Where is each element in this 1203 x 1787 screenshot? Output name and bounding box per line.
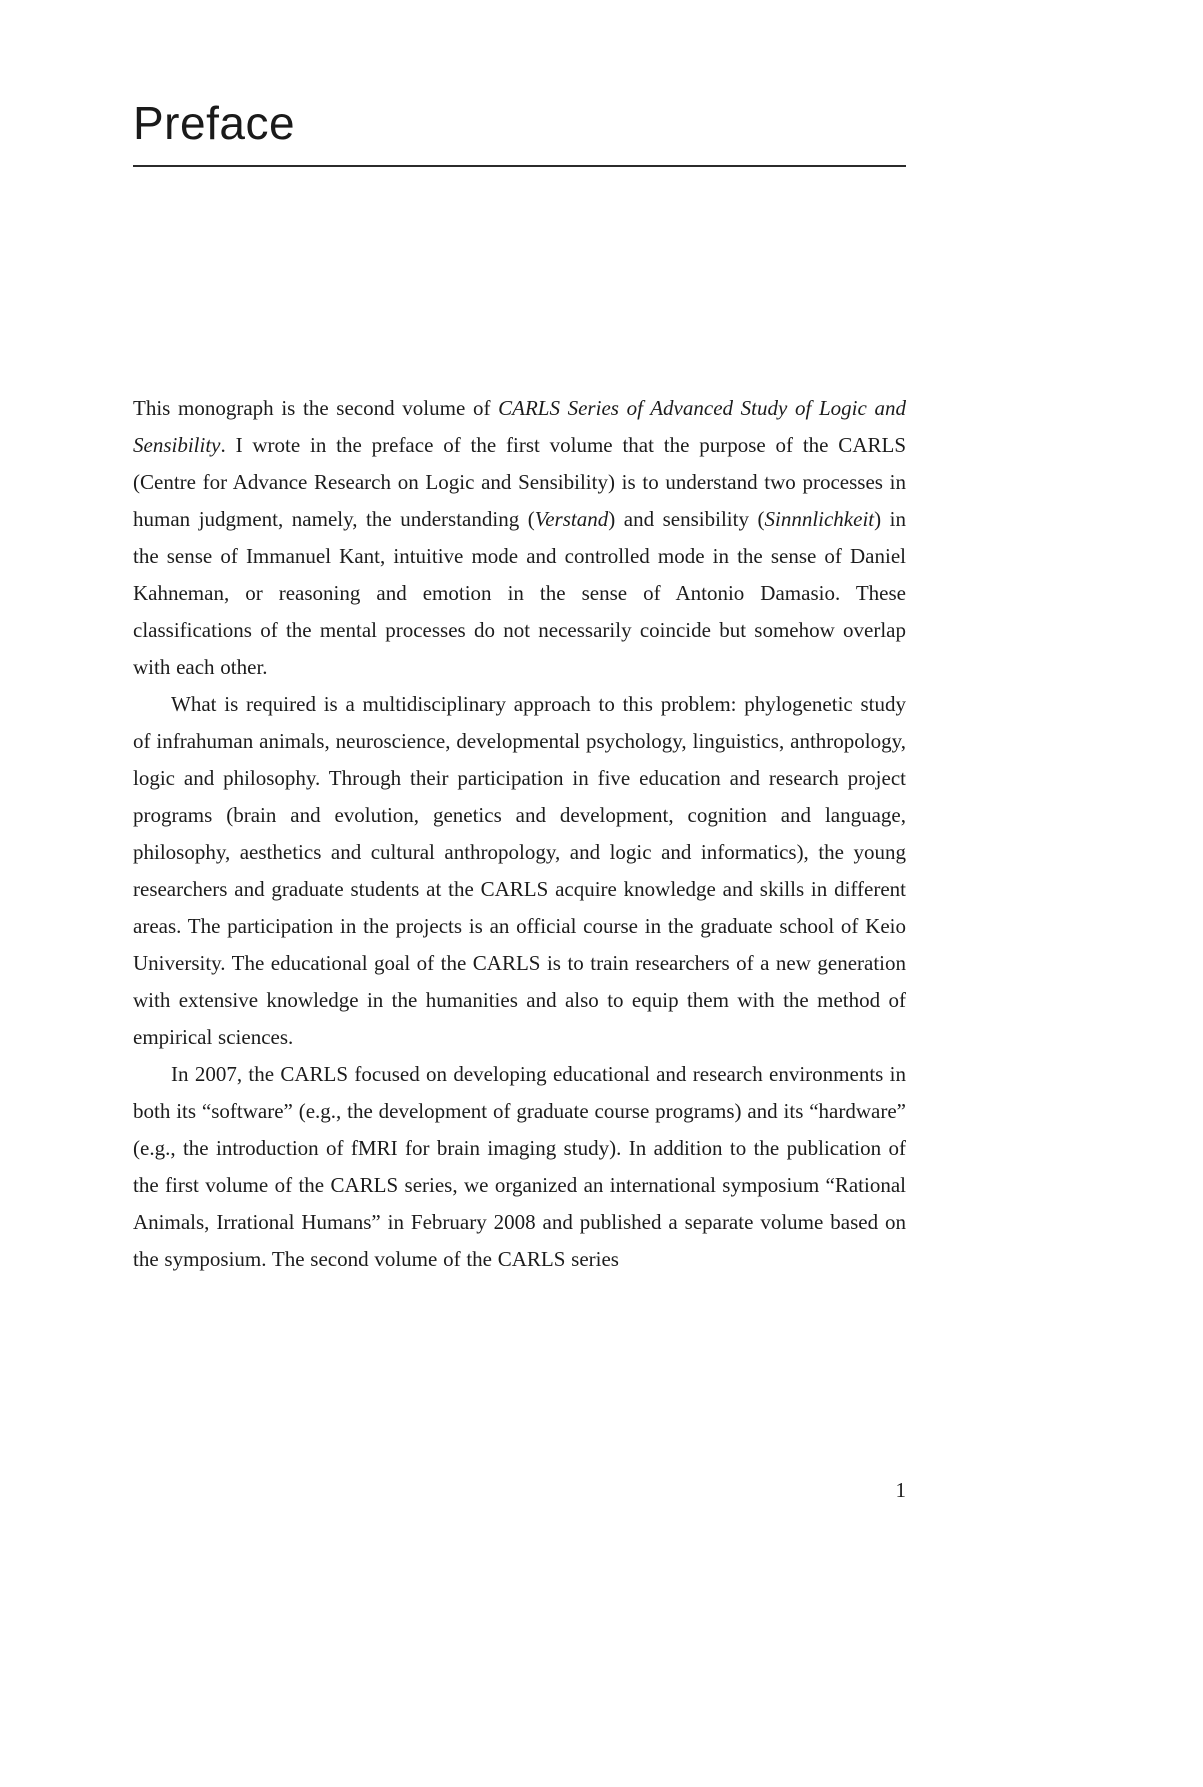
text-run: What is required is a multidisciplinary approach to this problem: phylogenetic study of infrahuman animals, neuroscience, developmental psychology, linguistics, anthropology, logic and philosophy. Through their participation in five education and research project programs (brain and evolution, genetics and development, cognition and language, philosophy, aesthetics and cultural anthropology, and logic and informatics), the young researchers and graduate students at the CARLS acquire knowledge and skills in different areas. The participation in the projects is an official course in the graduate school of Keio University. The educational goal of the CARLS is to train researchers of a new generation with extensive knowledge in the humanities and also to equip them with the method of empirical sciences. [133, 692, 906, 1049]
page-footer [133, 1478, 906, 1503]
text-run: ) in the sense of Immanuel Kant, intuitive mode and controlled mode in the sense of Daniel Kahneman, or reasoning and emotion in the sense of Antonio Damasio. These classifications of the mental processes do not necessarily coincide but somehow overlap with each other. [133, 507, 906, 679]
text-run: . I wrote in the preface of the first volume that the purpose of the CARLS (Centre for Advance Research on Logic and Sensibility) is to understand two processes in human judgment, namely, the understanding ( [133, 433, 906, 531]
paragraph [133, 1056, 906, 1278]
body-text [133, 390, 906, 1278]
page-title: Preface [133, 97, 296, 149]
text-run-italic: CARLS Series of Advanced Study of Logic and Sensibility [133, 396, 906, 457]
title-block [133, 98, 906, 167]
paragraph [133, 390, 906, 686]
paragraph [133, 686, 906, 1056]
page-number: 1 [895, 1478, 906, 1502]
text-run-italic: Verstand [534, 507, 609, 531]
text-run-italic: Sinnnlichkeit [764, 507, 875, 531]
text-run: ) and sensibility ( [608, 507, 765, 531]
text-run: This monograph is the second volume of [133, 396, 499, 420]
text-run: In 2007, the CARLS focused on developing educational and research environments in both its “software” (e.g., the development of graduate course programs) and its “hardware” (e.g., the introduction of fMRI for brain imaging study). In addition to the publication of the first volume of the CARLS series, we organized an international symposium “Rational Animals, Irrational Humans” in February 2008 and published a separate volume based on the symposium. The second volume of the CARLS series [133, 1062, 906, 1271]
